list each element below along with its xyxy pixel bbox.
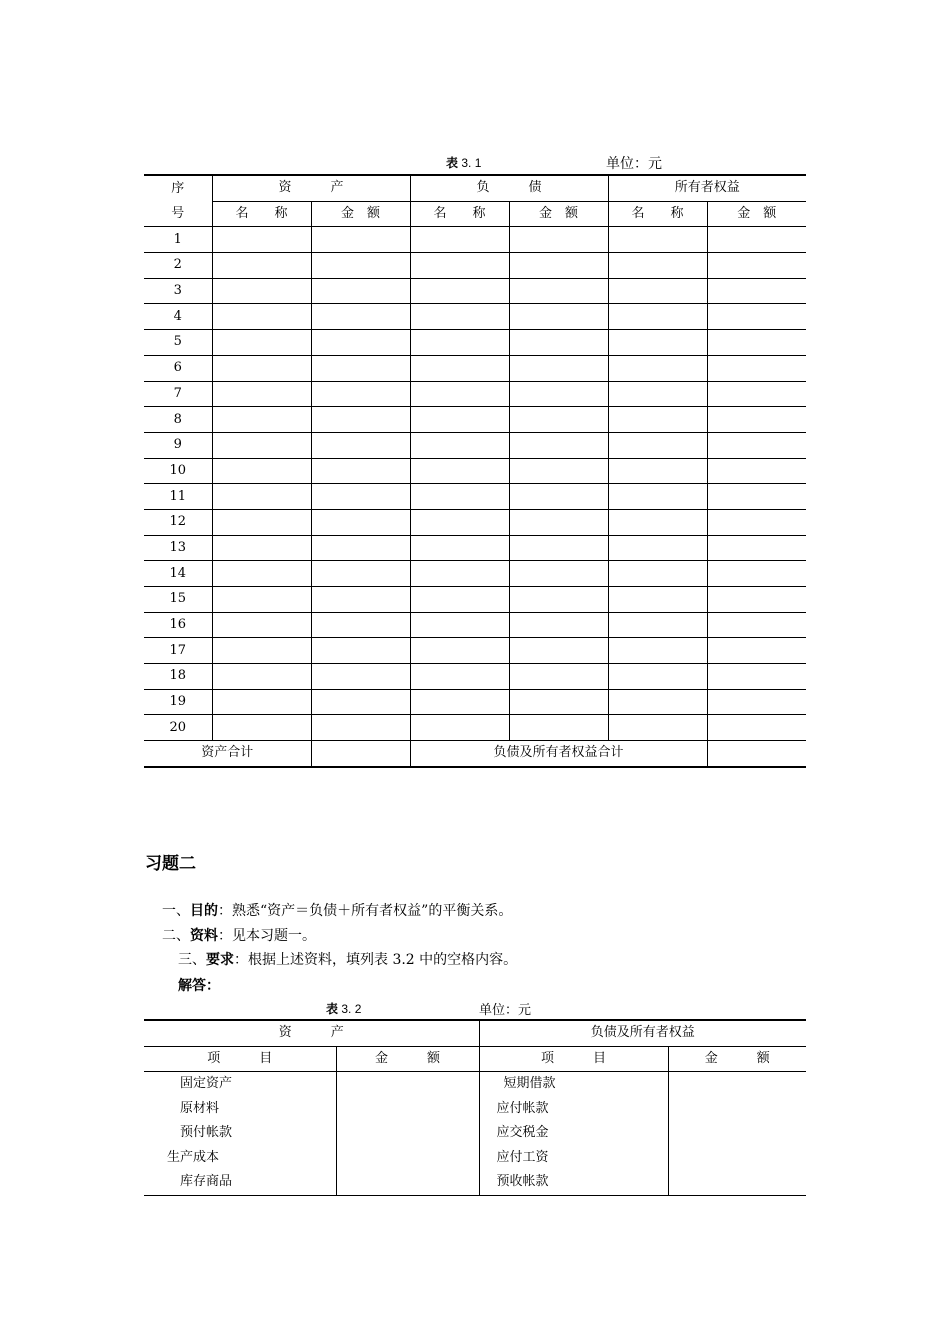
cell[interactable] bbox=[212, 432, 311, 458]
cell[interactable] bbox=[212, 689, 311, 715]
row-number: 14 bbox=[144, 561, 212, 587]
header-amount: 金 额 bbox=[336, 1046, 479, 1072]
cell[interactable] bbox=[311, 484, 410, 510]
cell[interactable] bbox=[608, 253, 707, 279]
table-row bbox=[144, 304, 806, 330]
liability-item: 应交税金 bbox=[479, 1121, 668, 1146]
table-row bbox=[144, 535, 806, 561]
row-number: 20 bbox=[144, 715, 212, 741]
header-item: 项 目 bbox=[479, 1046, 668, 1072]
cell[interactable] bbox=[311, 381, 410, 407]
table-row bbox=[144, 689, 806, 715]
cell[interactable] bbox=[707, 484, 806, 510]
balance-table-3-1 bbox=[144, 174, 806, 768]
cell[interactable] bbox=[608, 587, 707, 613]
cell[interactable] bbox=[509, 407, 608, 433]
table-row bbox=[144, 1170, 806, 1195]
cell[interactable] bbox=[410, 278, 509, 304]
header-name: 名 称 bbox=[410, 201, 509, 227]
row-number: 1 bbox=[144, 227, 212, 253]
cell[interactable] bbox=[212, 561, 311, 587]
cell[interactable] bbox=[410, 304, 509, 330]
cell[interactable] bbox=[410, 330, 509, 356]
cell[interactable] bbox=[212, 509, 311, 535]
cell[interactable] bbox=[212, 587, 311, 613]
table-row bbox=[144, 407, 806, 433]
cell[interactable] bbox=[707, 355, 806, 381]
cell[interactable] bbox=[707, 407, 806, 433]
row-number: 2 bbox=[144, 253, 212, 279]
cell[interactable] bbox=[509, 715, 608, 741]
cell[interactable] bbox=[509, 561, 608, 587]
cell[interactable] bbox=[707, 715, 806, 741]
header-amount: 金 额 bbox=[509, 201, 608, 227]
cell[interactable] bbox=[410, 381, 509, 407]
asset-item: 原材料 bbox=[180, 1100, 220, 1116]
cell[interactable] bbox=[311, 407, 410, 433]
cell[interactable] bbox=[509, 381, 608, 407]
cell[interactable] bbox=[311, 638, 410, 664]
cell[interactable] bbox=[410, 612, 509, 638]
cell[interactable] bbox=[509, 355, 608, 381]
asset-amount[interactable] bbox=[336, 1097, 479, 1122]
cell[interactable] bbox=[608, 381, 707, 407]
cell[interactable] bbox=[707, 278, 806, 304]
header-assets: 资 产 bbox=[144, 1020, 479, 1046]
cell[interactable] bbox=[707, 612, 806, 638]
row-number: 12 bbox=[144, 509, 212, 535]
cell[interactable] bbox=[707, 304, 806, 330]
cell[interactable] bbox=[212, 715, 311, 741]
totals-row bbox=[144, 741, 806, 767]
liability-item: 短期借款 bbox=[479, 1072, 668, 1097]
asset-amount[interactable] bbox=[336, 1146, 479, 1171]
row-number: 5 bbox=[144, 330, 212, 356]
material-line: 二、资料：见本习题一。 bbox=[162, 927, 316, 944]
cell[interactable] bbox=[707, 535, 806, 561]
balance-table-3-2 bbox=[144, 1019, 806, 1196]
header-liabilities: 负 债 bbox=[410, 175, 608, 201]
cell[interactable] bbox=[509, 278, 608, 304]
table-row bbox=[144, 1072, 806, 1097]
table-row bbox=[144, 278, 806, 304]
cell[interactable] bbox=[707, 664, 806, 690]
cell[interactable] bbox=[311, 664, 410, 690]
asset-item: 生产成本 bbox=[167, 1149, 220, 1165]
cell[interactable] bbox=[212, 253, 311, 279]
cell[interactable] bbox=[509, 689, 608, 715]
cell[interactable] bbox=[311, 304, 410, 330]
liability-amount[interactable] bbox=[668, 1072, 806, 1097]
header-seq-bottom: 号 bbox=[144, 201, 212, 227]
table1-caption: 表 3. 1 bbox=[446, 156, 482, 170]
cell[interactable] bbox=[707, 587, 806, 613]
asset-item: 固定资产 bbox=[180, 1076, 233, 1092]
cell[interactable] bbox=[707, 330, 806, 356]
table2-unit: 单位：元 bbox=[479, 1003, 532, 1018]
cell[interactable] bbox=[311, 561, 410, 587]
cell[interactable] bbox=[410, 407, 509, 433]
cell[interactable] bbox=[608, 561, 707, 587]
cell[interactable] bbox=[608, 638, 707, 664]
header-assets: 资 产 bbox=[212, 175, 410, 201]
header-amount: 金 额 bbox=[311, 201, 410, 227]
table-row bbox=[144, 664, 806, 690]
liability-item: 预收帐款 bbox=[479, 1170, 668, 1195]
cell[interactable] bbox=[509, 587, 608, 613]
cell[interactable] bbox=[410, 253, 509, 279]
asset-item: 预付帐款 bbox=[180, 1125, 233, 1141]
cell[interactable] bbox=[608, 535, 707, 561]
asset-amount[interactable] bbox=[336, 1121, 479, 1146]
row-number: 10 bbox=[144, 458, 212, 484]
cell[interactable] bbox=[608, 509, 707, 535]
cell[interactable] bbox=[311, 227, 410, 253]
table-row bbox=[144, 1121, 806, 1146]
row-number: 9 bbox=[144, 432, 212, 458]
header-liab-equity: 负债及所有者权益 bbox=[479, 1020, 806, 1046]
cell[interactable] bbox=[707, 253, 806, 279]
cell[interactable] bbox=[212, 458, 311, 484]
cell[interactable] bbox=[608, 689, 707, 715]
cell[interactable] bbox=[311, 355, 410, 381]
cell[interactable] bbox=[311, 432, 410, 458]
total-liab-equity-cell[interactable] bbox=[707, 741, 806, 767]
header-equity: 所有者权益 bbox=[608, 175, 806, 201]
table-row bbox=[144, 458, 806, 484]
cell[interactable] bbox=[212, 664, 311, 690]
cell[interactable] bbox=[509, 484, 608, 510]
cell[interactable] bbox=[608, 612, 707, 638]
table-row bbox=[144, 638, 806, 664]
cell[interactable] bbox=[509, 304, 608, 330]
cell[interactable] bbox=[707, 227, 806, 253]
cell[interactable] bbox=[212, 227, 311, 253]
cell[interactable] bbox=[311, 689, 410, 715]
header-name: 名 称 bbox=[608, 201, 707, 227]
cell[interactable] bbox=[212, 535, 311, 561]
cell[interactable] bbox=[410, 535, 509, 561]
asset-item: 库存商品 bbox=[144, 1170, 336, 1195]
table-row bbox=[144, 509, 806, 535]
table-row bbox=[144, 612, 806, 638]
header-amount: 金 额 bbox=[668, 1046, 806, 1072]
liability-item: 应付帐款 bbox=[479, 1097, 668, 1122]
cell[interactable] bbox=[707, 381, 806, 407]
total-assets-cell[interactable] bbox=[311, 741, 410, 767]
cell[interactable] bbox=[311, 587, 410, 613]
row-number: 18 bbox=[144, 664, 212, 690]
table-row bbox=[144, 484, 806, 510]
cell[interactable] bbox=[509, 330, 608, 356]
cell[interactable] bbox=[608, 330, 707, 356]
cell[interactable] bbox=[410, 509, 509, 535]
cell[interactable] bbox=[212, 638, 311, 664]
cell[interactable] bbox=[410, 664, 509, 690]
cell[interactable] bbox=[509, 664, 608, 690]
cell[interactable] bbox=[608, 484, 707, 510]
cell[interactable] bbox=[509, 535, 608, 561]
answer-label: 解答： bbox=[178, 977, 220, 993]
objective-line: 一、目的：熟悉“资产＝负债＋所有者权益”的平衡关系。 bbox=[162, 902, 513, 919]
cell[interactable] bbox=[410, 458, 509, 484]
row-number: 3 bbox=[144, 278, 212, 304]
cell[interactable] bbox=[311, 278, 410, 304]
cell[interactable] bbox=[410, 689, 509, 715]
cell[interactable] bbox=[608, 304, 707, 330]
cell[interactable] bbox=[608, 227, 707, 253]
cell[interactable] bbox=[311, 253, 410, 279]
table-row bbox=[144, 227, 806, 253]
cell[interactable] bbox=[707, 561, 806, 587]
header-item: 项 目 bbox=[144, 1046, 336, 1072]
cell[interactable] bbox=[509, 458, 608, 484]
cell[interactable] bbox=[707, 638, 806, 664]
row-number: 7 bbox=[144, 381, 212, 407]
table-row bbox=[144, 715, 806, 741]
cell[interactable] bbox=[509, 638, 608, 664]
row-number: 6 bbox=[144, 355, 212, 381]
cell[interactable] bbox=[707, 509, 806, 535]
requirement-line: 三、要求：根据上述资料，填列表 3.2 中的空格内容。 bbox=[178, 951, 518, 968]
cell[interactable] bbox=[410, 355, 509, 381]
header-amount: 金 额 bbox=[707, 201, 806, 227]
cell[interactable] bbox=[311, 612, 410, 638]
cell[interactable] bbox=[608, 458, 707, 484]
cell[interactable] bbox=[410, 561, 509, 587]
table2-caption: 表 3. 2 bbox=[326, 1002, 362, 1016]
cell[interactable] bbox=[311, 509, 410, 535]
cell[interactable] bbox=[212, 304, 311, 330]
cell[interactable] bbox=[707, 689, 806, 715]
row-number: 17 bbox=[144, 638, 212, 664]
table-row bbox=[144, 1146, 806, 1171]
cell[interactable] bbox=[212, 330, 311, 356]
cell[interactable] bbox=[509, 612, 608, 638]
asset-amount[interactable] bbox=[336, 1072, 479, 1097]
cell[interactable] bbox=[410, 715, 509, 741]
table-row bbox=[144, 330, 806, 356]
cell[interactable] bbox=[509, 432, 608, 458]
liability-amount[interactable] bbox=[668, 1097, 806, 1122]
liability-amount[interactable] bbox=[668, 1121, 806, 1146]
cell[interactable] bbox=[212, 355, 311, 381]
row-number: 8 bbox=[144, 407, 212, 433]
cell[interactable] bbox=[707, 458, 806, 484]
cell[interactable] bbox=[608, 407, 707, 433]
asset-amount[interactable] bbox=[336, 1170, 479, 1195]
cell[interactable] bbox=[509, 253, 608, 279]
cell[interactable] bbox=[608, 664, 707, 690]
cell[interactable] bbox=[410, 484, 509, 510]
cell[interactable] bbox=[410, 227, 509, 253]
cell[interactable] bbox=[410, 587, 509, 613]
cell[interactable] bbox=[212, 381, 311, 407]
cell[interactable] bbox=[212, 484, 311, 510]
liability-item: 应付工资 bbox=[479, 1146, 668, 1171]
cell[interactable] bbox=[212, 612, 311, 638]
table-row bbox=[144, 381, 806, 407]
cell[interactable] bbox=[608, 432, 707, 458]
table-row bbox=[144, 432, 806, 458]
cell[interactable] bbox=[212, 407, 311, 433]
section-title: 习题二 bbox=[145, 854, 196, 873]
table1-unit: 单位：元 bbox=[606, 156, 662, 172]
cell[interactable] bbox=[509, 227, 608, 253]
table-row bbox=[144, 253, 806, 279]
row-number: 4 bbox=[144, 304, 212, 330]
cell[interactable] bbox=[608, 278, 707, 304]
cell[interactable] bbox=[311, 715, 410, 741]
table-row bbox=[144, 587, 806, 613]
table-row bbox=[144, 1097, 806, 1122]
header-seq-top: 序 bbox=[144, 175, 212, 201]
cell[interactable] bbox=[410, 432, 509, 458]
row-number: 16 bbox=[144, 612, 212, 638]
cell[interactable] bbox=[410, 638, 509, 664]
cell[interactable] bbox=[509, 509, 608, 535]
row-number: 11 bbox=[144, 484, 212, 510]
cell[interactable] bbox=[212, 278, 311, 304]
cell[interactable] bbox=[311, 458, 410, 484]
total-liab-equity-label: 负债及所有者权益合计 bbox=[410, 741, 707, 767]
cell[interactable] bbox=[608, 355, 707, 381]
liability-amount[interactable] bbox=[668, 1170, 806, 1195]
row-number: 19 bbox=[144, 689, 212, 715]
row-number: 15 bbox=[144, 587, 212, 613]
table-row bbox=[144, 561, 806, 587]
cell[interactable] bbox=[608, 715, 707, 741]
row-number: 13 bbox=[144, 535, 212, 561]
cell[interactable] bbox=[311, 535, 410, 561]
table-row bbox=[144, 355, 806, 381]
total-assets-label: 资产合计 bbox=[144, 741, 311, 767]
cell[interactable] bbox=[707, 432, 806, 458]
cell[interactable] bbox=[311, 330, 410, 356]
liability-amount[interactable] bbox=[668, 1146, 806, 1171]
header-name: 名 称 bbox=[212, 201, 311, 227]
